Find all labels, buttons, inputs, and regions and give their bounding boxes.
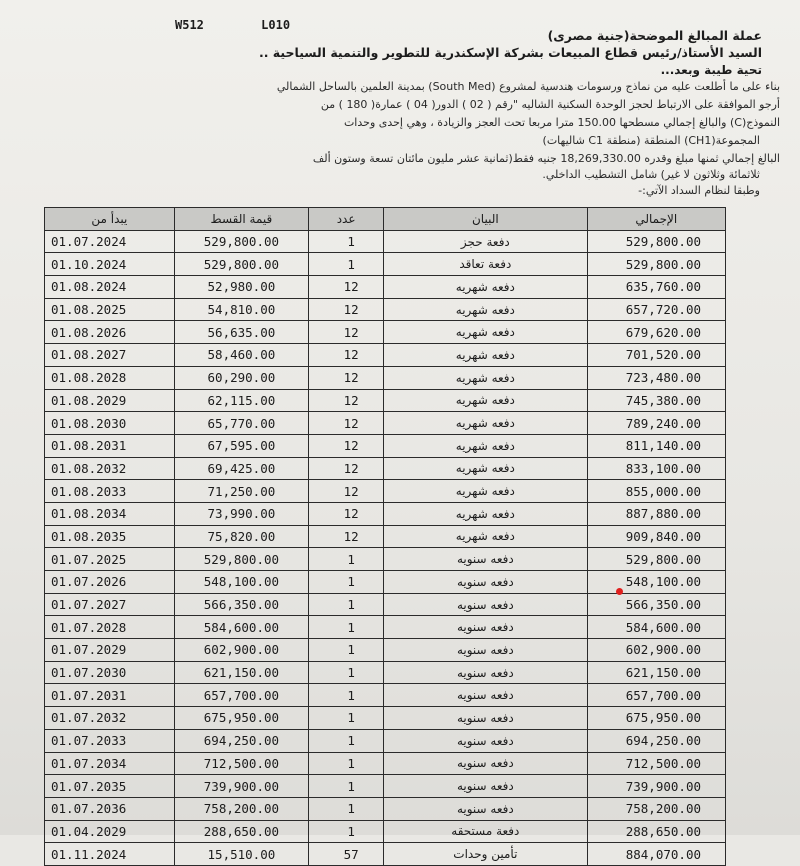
start-date-cell: 01.07.2029: [45, 639, 175, 662]
installment-value-cell: 758,200.00: [174, 797, 308, 820]
installment-value-cell: 675,950.00: [174, 707, 308, 730]
installment-value-cell: 584,600.00: [174, 616, 308, 639]
installment-value-cell: 712,500.00: [174, 752, 308, 775]
total-cell: 548,100.00: [587, 571, 725, 594]
count-cell: 12: [309, 525, 384, 548]
start-date-cell: 01.08.2027: [45, 344, 175, 367]
total-cell: 745,380.00: [587, 389, 725, 412]
count-cell: 12: [309, 276, 384, 299]
table-row: [45, 752, 726, 775]
header-total: الإجمالي: [587, 208, 725, 231]
code-2: L010: [261, 18, 291, 32]
table-row: [45, 276, 726, 299]
description-cell: دفعه شهريه: [384, 434, 587, 457]
total-cell: 855,000.00: [587, 480, 725, 503]
table-row: [45, 366, 726, 389]
start-date-cell: 01.07.2033: [45, 729, 175, 752]
start-date-cell: 01.08.2028: [45, 366, 175, 389]
description-cell: دفعه شهريه: [384, 457, 587, 480]
description-cell: دفعه شهريه: [384, 321, 587, 344]
table-row: [45, 548, 726, 571]
table-row: [45, 797, 726, 820]
installment-value-cell: 566,350.00: [174, 593, 308, 616]
start-date-cell: 01.07.2036: [45, 797, 175, 820]
total-cell: 887,880.00: [587, 502, 725, 525]
installment-value-cell: 73,990.00: [174, 502, 308, 525]
count-cell: 1: [309, 775, 384, 798]
start-date-cell: 01.07.2025: [45, 548, 175, 571]
start-date-cell: 01.10.2024: [45, 253, 175, 276]
installment-value-cell: 54,810.00: [174, 298, 308, 321]
header-description: البيان: [384, 208, 587, 231]
description-cell: دفعة حجز: [384, 230, 587, 253]
description-cell: دفعه سنويه: [384, 775, 587, 798]
start-date-cell: 01.08.2031: [45, 434, 175, 457]
start-date-cell: 01.08.2024: [45, 276, 175, 299]
count-cell: 1: [309, 230, 384, 253]
installment-value-cell: 62,115.00: [174, 389, 308, 412]
count-cell: 1: [309, 797, 384, 820]
total-cell: 621,150.00: [587, 661, 725, 684]
unit-codes: [175, 18, 340, 32]
currency-note: عملة المبالغ الموضحة(جنية مصرى): [547, 28, 762, 43]
start-date-cell: 01.08.2030: [45, 412, 175, 435]
installment-value-cell: 288,650.00: [174, 820, 308, 843]
start-date-cell: 01.07.2026: [45, 571, 175, 594]
description-cell: دفعه سنويه: [384, 639, 587, 662]
table-row: [45, 775, 726, 798]
start-date-cell: 01.07.2034: [45, 752, 175, 775]
count-cell: 12: [309, 366, 384, 389]
start-date-cell: 01.08.2035: [45, 525, 175, 548]
count-cell: 12: [309, 502, 384, 525]
body-line-4: المجموعة(CH1) المنطقة (منطقة C1 شاليهات): [542, 134, 760, 147]
total-cell: 884,070.00: [587, 843, 725, 866]
body-line-6: ثلاثمائة وثلاثون لا غير) شامل التشطيب الداخلي.: [542, 168, 760, 181]
count-cell: 57: [309, 843, 384, 866]
greeting: تحية طيبة وبعد...: [660, 63, 762, 77]
installment-value-cell: 739,900.00: [174, 775, 308, 798]
body-line-1: بناء على ما أطلعت عليه من نماذج ورسومات هندسية لمشروع (South Med) بمدينة العلمين بالساحل الشمالي: [276, 80, 780, 93]
start-date-cell: 01.07.2028: [45, 616, 175, 639]
table-row: [45, 412, 726, 435]
count-cell: 12: [309, 321, 384, 344]
table-row: [45, 298, 726, 321]
table-row: [45, 457, 726, 480]
total-cell: 694,250.00: [587, 729, 725, 752]
total-cell: 657,700.00: [587, 684, 725, 707]
description-cell: دفعه شهريه: [384, 298, 587, 321]
count-cell: 1: [309, 639, 384, 662]
installment-value-cell: 602,900.00: [174, 639, 308, 662]
table-row: [45, 639, 726, 662]
description-cell: دفعه سنويه: [384, 661, 587, 684]
header-count: عدد: [309, 208, 384, 231]
start-date-cell: 01.08.2033: [45, 480, 175, 503]
description-cell: دفعه شهريه: [384, 344, 587, 367]
start-date-cell: 01.08.2025: [45, 298, 175, 321]
installment-value-cell: 657,700.00: [174, 684, 308, 707]
total-cell: 909,840.00: [587, 525, 725, 548]
description-cell: دفعه سنويه: [384, 797, 587, 820]
start-date-cell: 01.08.2029: [45, 389, 175, 412]
count-cell: 1: [309, 684, 384, 707]
installment-value-cell: 529,800.00: [174, 253, 308, 276]
description-cell: دفعه سنويه: [384, 752, 587, 775]
table-row: [45, 729, 726, 752]
red-dot-mark: [616, 588, 623, 595]
total-cell: 712,500.00: [587, 752, 725, 775]
description-cell: تأمين وحدات: [384, 843, 587, 866]
total-cell: 758,200.00: [587, 797, 725, 820]
count-cell: 1: [309, 571, 384, 594]
table-row: [45, 434, 726, 457]
description-cell: دفعه شهريه: [384, 276, 587, 299]
start-date-cell: 01.07.2024: [45, 230, 175, 253]
total-cell: 789,240.00: [587, 412, 725, 435]
installment-value-cell: 548,100.00: [174, 571, 308, 594]
installment-value-cell: 694,250.00: [174, 729, 308, 752]
description-cell: دفعه سنويه: [384, 616, 587, 639]
description-cell: دفعه شهريه: [384, 412, 587, 435]
table-row: [45, 661, 726, 684]
table-header-row: [45, 208, 726, 231]
installment-value-cell: 67,595.00: [174, 434, 308, 457]
count-cell: 12: [309, 412, 384, 435]
installment-value-cell: 58,460.00: [174, 344, 308, 367]
body-line-3: النموذج(C) والبالغ إجمالي مسطحها 150.00 مترا مربعا تحت العجز والزيادة ، وهي إحدى وحدات: [343, 116, 780, 129]
table-row: [45, 707, 726, 730]
description-cell: دفعه سنويه: [384, 571, 587, 594]
table-row: [45, 344, 726, 367]
description-cell: دفعه شهريه: [384, 389, 587, 412]
table-row: [45, 230, 726, 253]
total-cell: 723,480.00: [587, 366, 725, 389]
installment-value-cell: 529,800.00: [174, 230, 308, 253]
table-row: [45, 571, 726, 594]
installment-value-cell: 15,510.00: [174, 843, 308, 866]
body-line-7: وطبقا لنظام السداد الآتي:-: [638, 184, 760, 197]
description-cell: دفعه شهريه: [384, 502, 587, 525]
description-cell: دفعه شهريه: [384, 480, 587, 503]
start-date-cell: 01.07.2030: [45, 661, 175, 684]
count-cell: 1: [309, 548, 384, 571]
count-cell: 12: [309, 457, 384, 480]
total-cell: 529,800.00: [587, 230, 725, 253]
description-cell: دفعه سنويه: [384, 593, 587, 616]
installment-value-cell: 65,770.00: [174, 412, 308, 435]
total-cell: 739,900.00: [587, 775, 725, 798]
addressee: السيد الأستاذ/رئيس قطاع المبيعات بشركة الإسكندرية للتطوير والتنمية السياحية ..: [258, 45, 762, 60]
description-cell: دفعه شهريه: [384, 525, 587, 548]
installment-value-cell: 621,150.00: [174, 661, 308, 684]
count-cell: 1: [309, 820, 384, 843]
body-line-5: البالغ إجمالي ثمنها مبلغ وقدره 18,269,330.00 جنيه فقط(ثمانية عشر مليون مائتان تسعة وستون ألف: [312, 152, 780, 165]
payment-schedule-table: [44, 207, 726, 866]
table-row: [45, 321, 726, 344]
count-cell: 1: [309, 253, 384, 276]
total-cell: 529,800.00: [587, 548, 725, 571]
table-row: [45, 480, 726, 503]
code-1: W512: [175, 18, 204, 32]
table-row: [45, 593, 726, 616]
start-date-cell: 01.07.2031: [45, 684, 175, 707]
count-cell: 1: [309, 616, 384, 639]
table-row: [45, 389, 726, 412]
total-cell: 584,600.00: [587, 616, 725, 639]
header-start-date: يبدأ من: [45, 208, 175, 231]
description-cell: دفعه شهريه: [384, 366, 587, 389]
total-cell: 566,350.00: [587, 593, 725, 616]
table-row: [45, 616, 726, 639]
body-line-2: أرجو الموافقة على الارتباط لحجز الوحدة السكنية الشاليه "رقم ( 02 ) الدور( 04 ) عمارة( 180 ) من: [320, 98, 780, 111]
start-date-cell: 01.04.2029: [45, 820, 175, 843]
total-cell: 602,900.00: [587, 639, 725, 662]
count-cell: 1: [309, 729, 384, 752]
installment-value-cell: 60,290.00: [174, 366, 308, 389]
installment-value-cell: 71,250.00: [174, 480, 308, 503]
total-cell: 657,720.00: [587, 298, 725, 321]
start-date-cell: 01.08.2034: [45, 502, 175, 525]
total-cell: 529,800.00: [587, 253, 725, 276]
header-installment-value: قيمة القسط: [174, 208, 308, 231]
table-row: [45, 525, 726, 548]
description-cell: دفعه سنويه: [384, 548, 587, 571]
description-cell: دفعة مستحقه: [384, 820, 587, 843]
start-date-cell: 01.07.2032: [45, 707, 175, 730]
start-date-cell: 01.08.2032: [45, 457, 175, 480]
count-cell: 12: [309, 344, 384, 367]
total-cell: 679,620.00: [587, 321, 725, 344]
start-date-cell: 01.11.2024: [45, 843, 175, 866]
table-row: [45, 820, 726, 843]
count-cell: 12: [309, 298, 384, 321]
installment-value-cell: 75,820.00: [174, 525, 308, 548]
count-cell: 12: [309, 480, 384, 503]
description-cell: دفعه سنويه: [384, 684, 587, 707]
table-row: [45, 253, 726, 276]
start-date-cell: 01.08.2026: [45, 321, 175, 344]
count-cell: 1: [309, 661, 384, 684]
description-cell: دفعة تعاقد: [384, 253, 587, 276]
table-row: [45, 684, 726, 707]
start-date-cell: 01.07.2027: [45, 593, 175, 616]
total-cell: 635,760.00: [587, 276, 725, 299]
installment-value-cell: 69,425.00: [174, 457, 308, 480]
installment-value-cell: 52,980.00: [174, 276, 308, 299]
count-cell: 1: [309, 593, 384, 616]
installment-value-cell: 56,635.00: [174, 321, 308, 344]
total-cell: 288,650.00: [587, 820, 725, 843]
table-row: [45, 843, 726, 866]
total-cell: 811,140.00: [587, 434, 725, 457]
description-cell: دفعه سنويه: [384, 729, 587, 752]
total-cell: 833,100.00: [587, 457, 725, 480]
start-date-cell: 01.07.2035: [45, 775, 175, 798]
description-cell: دفعه سنويه: [384, 707, 587, 730]
installment-value-cell: 529,800.00: [174, 548, 308, 571]
count-cell: 1: [309, 752, 384, 775]
count-cell: 12: [309, 389, 384, 412]
count-cell: 1: [309, 707, 384, 730]
count-cell: 12: [309, 434, 384, 457]
total-cell: 701,520.00: [587, 344, 725, 367]
table-row: [45, 502, 726, 525]
total-cell: 675,950.00: [587, 707, 725, 730]
